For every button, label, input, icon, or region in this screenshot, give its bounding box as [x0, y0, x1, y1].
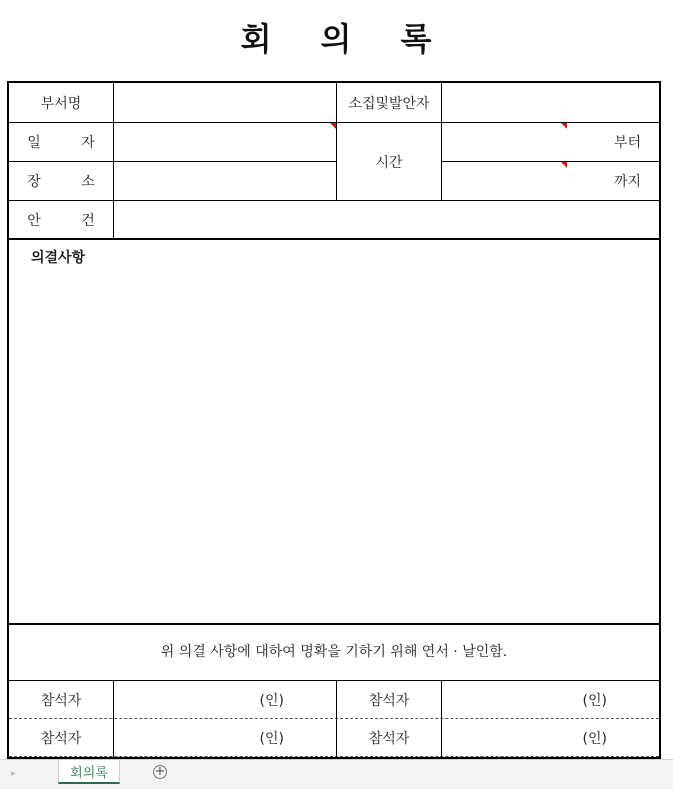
department-input[interactable] [114, 83, 336, 122]
agenda-input[interactable] [114, 201, 659, 238]
minutes-form [7, 81, 661, 759]
attendee-label: 참석자 [40, 692, 82, 709]
sheet-scroll-arrow-icon[interactable]: ▸ [11, 769, 16, 779]
grid-line [9, 623, 659, 625]
add-sheet-icon[interactable]: + [154, 764, 166, 779]
place-label: 장 소 [27, 174, 113, 190]
title-char: 의 [320, 20, 353, 58]
comment-indicator [330, 123, 336, 129]
title-char: 록 [400, 20, 433, 58]
signature-notice: 위 의결 사항에 대하여 명확을 기하기 위해 연서 · 날인함. [160, 644, 508, 660]
attendee-label: 참석자 [368, 692, 410, 709]
grid-line [9, 238, 659, 240]
attendee-label: 참석자 [368, 730, 410, 747]
sheet-tab-minutes[interactable]: 회의록 [58, 760, 120, 784]
department-label: 부서명 [40, 95, 82, 112]
comment-indicator [561, 123, 567, 129]
convener-input[interactable] [442, 83, 659, 122]
attendee-label: 참석자 [40, 730, 82, 747]
attendee-signature-cell[interactable]: (인) [582, 730, 607, 747]
place-input[interactable] [114, 162, 336, 200]
time-to-cell[interactable]: 까지 [613, 174, 641, 190]
time-from-cell[interactable]: 부터 [613, 135, 641, 151]
title-char: 회 [240, 20, 273, 58]
decisions-label: 의결사항 [31, 250, 86, 266]
decisions-area[interactable] [9, 240, 659, 623]
agenda-label: 안 건 [27, 212, 113, 229]
sheet-tab-bar [0, 759, 673, 789]
attendee-signature-cell[interactable]: (인) [582, 692, 607, 709]
document-title [0, 14, 673, 60]
time-label: 시간 [375, 154, 403, 171]
date-label: 일 자 [27, 135, 113, 151]
convener-label: 소집및발안자 [348, 95, 430, 112]
date-input[interactable] [114, 123, 336, 161]
dashed-grid-line [9, 756, 659, 757]
attendee-signature-cell[interactable]: (인) [259, 730, 284, 747]
comment-indicator [561, 162, 567, 168]
attendee-signature-cell[interactable]: (인) [259, 692, 284, 709]
